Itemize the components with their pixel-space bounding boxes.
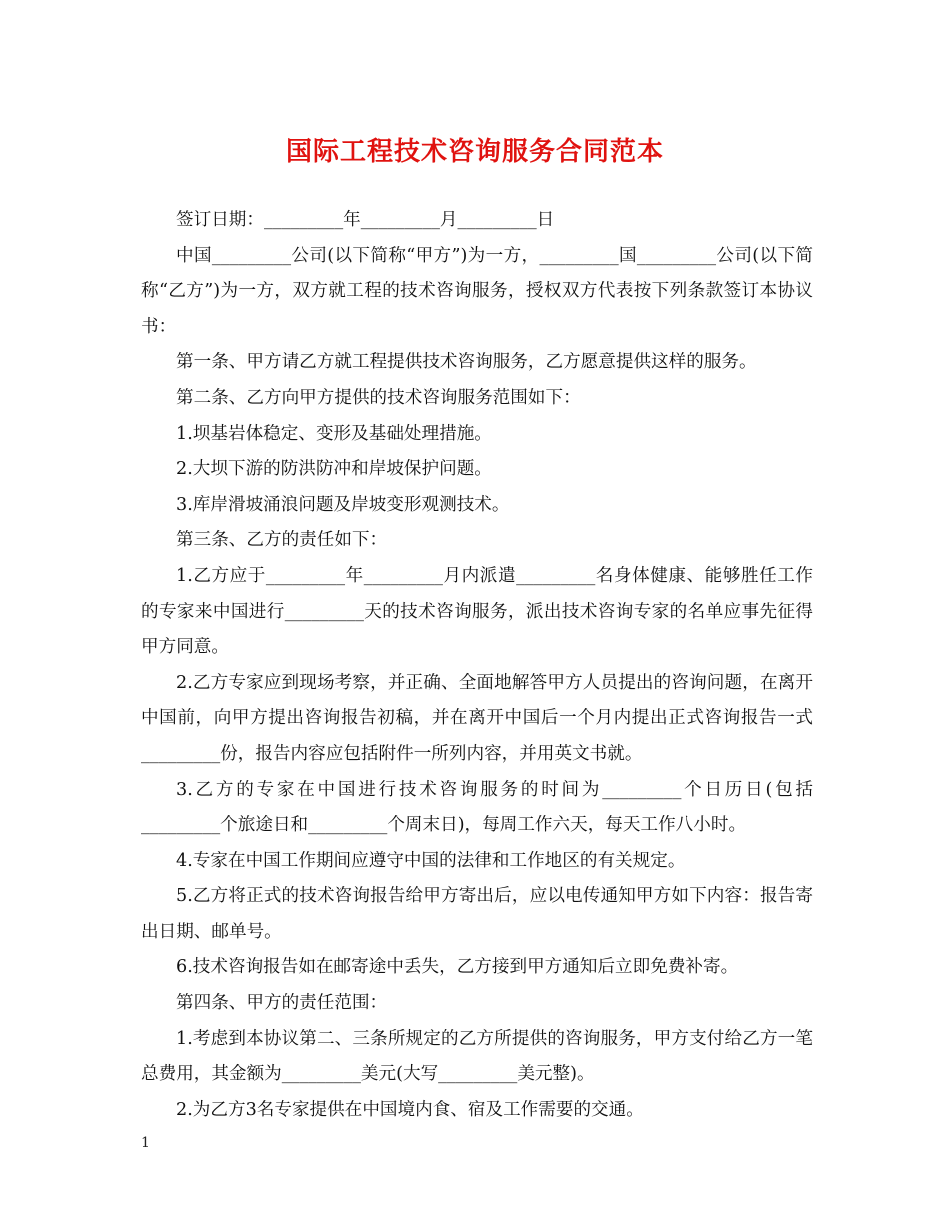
article-3-item-4: 4.专家在中国工作期间应遵守中国的法律和工作地区的有关规定。 [176,850,686,871]
article-3-item-3: 3.乙方的专家在中国进行技术咨询服务的时间为_________个日历日(包括_________个旅途日和_________个周末日)，每周工作六天，每天工作八小时。 [141,779,813,836]
article-3-item-5: 5.乙方将正式的技术咨询报告给甲方寄出后，应以电传通知甲方如下内容：报告寄出日期、邮单号。 [141,886,813,942]
article-2-heading: 第二条、乙方向甲方提供的技术咨询服务范围如下： [176,387,581,408]
article-4-item-2: 2.为乙方3名专家提供在中国境内食、宿及工作需要的交通。 [176,1099,644,1120]
article-1: 第一条、甲方请乙方就工程提供技术咨询服务，乙方愿意提供这样的服务。 [176,352,757,373]
article-3-heading: 第三条、乙方的责任如下： [176,530,388,551]
page-number: 1 [141,1135,150,1151]
article-4-item-1: 1.考虑到本协议第二、三条所规定的乙方所提供的咨询服务，甲方支付给乙方一笔总费用，其金额为_________美元(大写_________美元整)。 [141,1028,813,1085]
article-3-item-1: 1.乙方应于_________年_________月内派遣_________名身体健康、能够胜任工作的专家来中国进行_________天的技术咨询服务，派出技术咨询专家的名单应事先征得甲方同意。 [141,565,813,658]
parties-paragraph: 中国_________公司(以下简称“甲方”)为一方，_________国_________公司(以下简称“乙方”)为一方，双方就工程的技术咨询服务，授权双方代表按下列条款签订本协议书： [141,245,813,337]
article-3-item-6: 6.技术咨询报告如在邮寄途中丢失，乙方接到甲方通知后立即免费补寄。 [176,957,739,978]
article-2-item-1: 1.坝基岩体稳定、变形及基础处理措施。 [176,423,492,444]
article-2-item-3: 3.库岸滑坡涌浪问题及岸坡变形观测技术。 [176,494,510,515]
document-title: 国际工程技术咨询服务合同范本 [285,137,664,167]
article-3-item-2: 2.乙方专家应到现场考察，并正确、全面地解答甲方人员提出的咨询问题，在离开中国前，向甲方提出咨询报告初稿，并在离开中国后一个月内提出正式咨询报告一式_________份，报告内容应包括附件一所列内容，并用英文书就。 [141,672,813,764]
article-2-item-2: 2.大坝下游的防洪防冲和岸坡保护问题。 [176,459,492,480]
signing-date-line: 签订日期：_________年_________月_________日 [176,210,555,230]
document-body [141,203,813,1128]
article-4-heading: 第四条、甲方的责任范围： [176,993,388,1014]
